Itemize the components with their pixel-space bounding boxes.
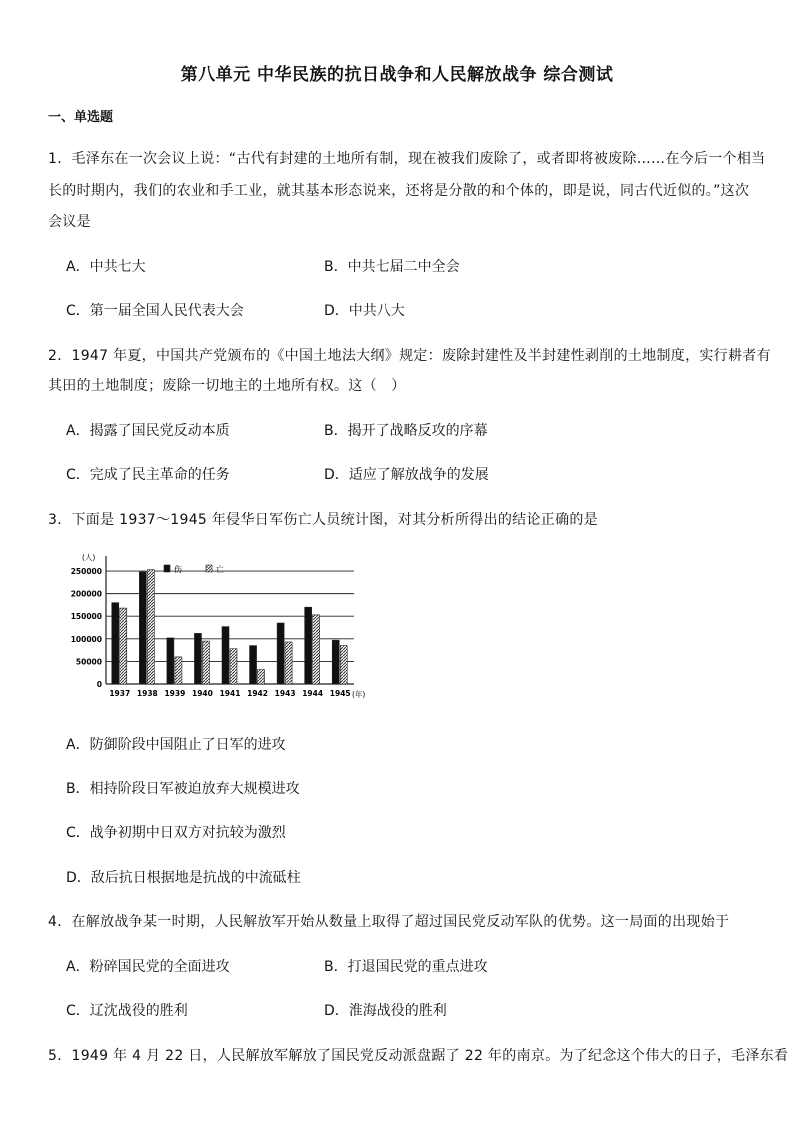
x-tick-label: 1937 bbox=[109, 689, 131, 698]
q4-text-line: 4．在解放战争某一时期，人民解放军开始从数量上取得了超过国民党反动军队的优势。这一局面的出现始于 bbox=[48, 914, 730, 930]
q3-option-c[interactable]: C．战争初期中日双方对抗较为激烈 bbox=[66, 825, 286, 841]
q1-option-b[interactable]: B．中共七届二中全会 bbox=[324, 259, 460, 275]
legend-label: 亡 bbox=[216, 565, 224, 574]
q2-option-c[interactable]: C．完成了民主革命的任务 bbox=[66, 467, 230, 483]
x-tick-label: 1939 bbox=[164, 689, 186, 698]
bar-wounded-1943 bbox=[277, 623, 284, 684]
legend-swatch bbox=[206, 565, 212, 572]
bar-killed-1940 bbox=[202, 641, 209, 684]
q2-option-d[interactable]: D．适应了解放战争的发展 bbox=[324, 467, 489, 483]
bar-wounded-1937 bbox=[112, 603, 119, 684]
y-tick-label: 150000 bbox=[70, 612, 102, 622]
y-tick-label: 0 bbox=[96, 680, 102, 689]
bar-killed-1941 bbox=[230, 649, 237, 684]
q3-option-a[interactable]: A．防御阶段中国阻止了日军的进攻 bbox=[66, 737, 286, 753]
y-tick-label: 50000 bbox=[75, 657, 102, 667]
q1-option-a[interactable]: A．中共七大 bbox=[66, 259, 146, 275]
x-tick-label: 1940 bbox=[192, 689, 213, 698]
bar-killed-1942 bbox=[258, 670, 265, 684]
y-tick-label: 200000 bbox=[70, 589, 102, 599]
q1-option-c[interactable]: C．第一届全国人民代表大会 bbox=[66, 303, 244, 319]
bar-wounded-1945 bbox=[332, 640, 339, 684]
casualty-bar-chart bbox=[46, 548, 366, 703]
q3-text-line: 3．下面是 1937～1945 年侵华日军伤亡人员统计图，对其分析所得出的结论正确的是 bbox=[48, 512, 598, 528]
y-tick-label: 100000 bbox=[70, 634, 102, 644]
q3-option-b[interactable]: B．相持阶段日军被迫放弃大规模进攻 bbox=[66, 781, 300, 797]
bar-wounded-1944 bbox=[305, 607, 312, 684]
bar-killed-1944 bbox=[313, 615, 320, 684]
bar-killed-1939 bbox=[175, 657, 182, 684]
x-tick-label: 1944 bbox=[302, 689, 324, 698]
q4-option-a[interactable]: A．粉碎国民党的全面进攻 bbox=[66, 959, 230, 975]
q2-text-line: 2．1947 年夏，中国共产党颁布的《中国土地法大纲》规定：废除封建性及半封建性剥削的土地制度，实行耕者有 bbox=[48, 348, 771, 364]
legend-label: 伤 bbox=[174, 565, 182, 574]
q1-text-line: 长的时期内，我们的农业和手工业，就其基本形态说来，还将是分散的和个体的，即是说，同古代近似的。”这次 bbox=[48, 183, 750, 199]
q5-text-line: 5．1949 年 4 月 22 日，人民解放军解放了国民党反动派盘踞了 22 年的南京。为了纪念这个伟大的日子，毛泽东看 bbox=[48, 1048, 789, 1064]
bar-killed-1937 bbox=[120, 608, 127, 684]
x-tick-label: 1941 bbox=[219, 689, 241, 698]
y-unit-label: (人) bbox=[82, 553, 96, 562]
bar-wounded-1938 bbox=[139, 572, 146, 684]
x-tick-label: 1943 bbox=[274, 689, 296, 698]
section-heading: 一、单选题 bbox=[48, 110, 114, 125]
x-tick-label: 1945 bbox=[329, 689, 351, 698]
q2-option-b[interactable]: B．揭开了战略反攻的序幕 bbox=[324, 423, 488, 439]
q4-option-c[interactable]: C．辽沈战役的胜利 bbox=[66, 1003, 188, 1019]
bar-killed-1945 bbox=[340, 646, 347, 684]
q1-text-line: 1．毛泽东在一次会议上说：“古代有封建的土地所有制，现在被我们废除了，或者即将被废除……在今后一个相当 bbox=[48, 151, 766, 167]
legend-swatch bbox=[164, 565, 170, 572]
bar-killed-1938 bbox=[147, 570, 154, 684]
x-unit-label: (年) bbox=[352, 690, 366, 699]
q4-option-b[interactable]: B．打退国民党的重点进攻 bbox=[324, 959, 488, 975]
x-tick-label: 1938 bbox=[136, 689, 158, 698]
bar-killed-1943 bbox=[285, 642, 292, 684]
bar-wounded-1942 bbox=[250, 646, 257, 684]
bar-wounded-1939 bbox=[167, 638, 174, 684]
q4-option-d[interactable]: D．淮海战役的胜利 bbox=[324, 1003, 447, 1019]
bar-wounded-1940 bbox=[194, 633, 201, 684]
x-tick-label: 1942 bbox=[247, 689, 268, 698]
q2-option-a[interactable]: A．揭露了国民党反动本质 bbox=[66, 423, 230, 439]
q1-text-line: 会议是 bbox=[48, 214, 91, 230]
bar-wounded-1941 bbox=[222, 627, 229, 684]
q2-text-line: 其田的土地制度；废除一切地主的土地所有权。这（ ） bbox=[48, 378, 406, 394]
y-tick-label: 250000 bbox=[70, 567, 102, 577]
page-title: 第八单元 中华民族的抗日战争和人民解放战争 综合测试 bbox=[180, 65, 614, 85]
q1-option-d[interactable]: D．中共八大 bbox=[324, 303, 405, 319]
q3-option-d[interactable]: D．敌后抗日根据地是抗战的中流砥柱 bbox=[66, 870, 301, 886]
